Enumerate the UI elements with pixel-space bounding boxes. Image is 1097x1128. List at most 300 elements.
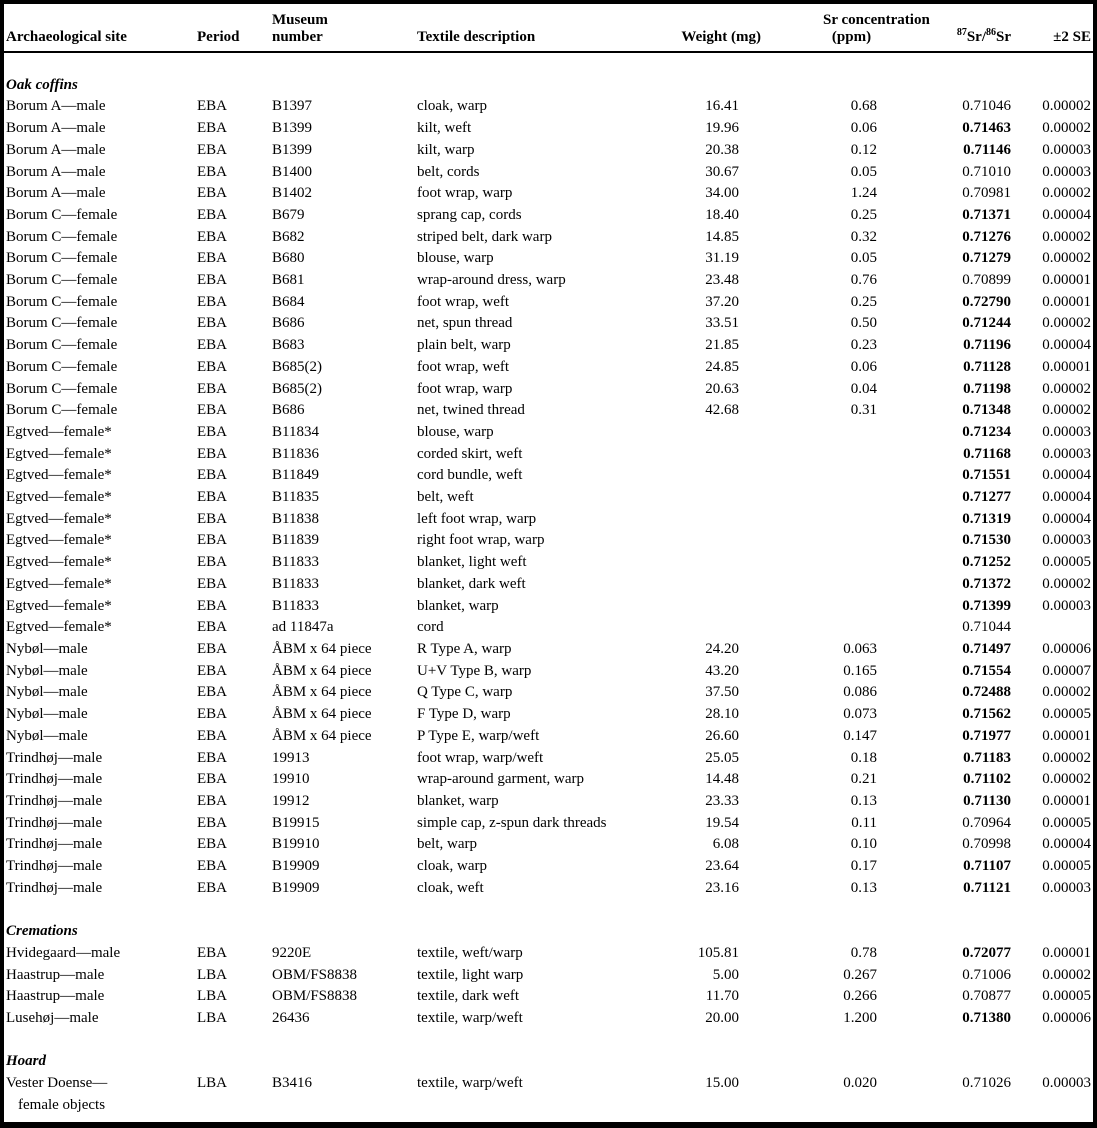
site-cell [4, 791, 197, 813]
period-cell: EBA [197, 489, 227, 506]
textile-description-cell: striped belt, dark warp [417, 228, 552, 245]
se-cell: 0.00005 [1042, 988, 1091, 1005]
site-name: Borum C—female [6, 228, 118, 245]
sr-concentration-cell: 0.31 [850, 402, 877, 419]
site-name: Trindhøj—male [6, 771, 103, 788]
period-cell: LBA [197, 1075, 227, 1092]
weight-cell: 105.81 [697, 944, 739, 961]
se-cell: 0.00001 [1042, 358, 1091, 375]
weight-cell [675, 596, 765, 618]
period-cell: EBA [197, 402, 227, 419]
site-cell [4, 335, 197, 357]
sr-ratio-cell: 0.71102 [963, 771, 1011, 788]
column-header-archaeological-site: Archaeological site [4, 4, 197, 52]
se-cell: 0.00003 [1042, 163, 1091, 180]
sr-concentration-cell [765, 574, 880, 596]
textile-description-cell: cloak, weft [417, 879, 484, 896]
row-spacer [4, 899, 1093, 921]
table-row [4, 96, 1093, 118]
site-name: Nybøl—male [6, 640, 88, 657]
se-cell: 0.00002 [1042, 185, 1091, 202]
period-cell: EBA [197, 185, 227, 202]
textile-description-cell: kilt, weft [417, 120, 472, 137]
textile-description-cell: P Type E, warp/weft [417, 727, 540, 744]
museum-header-line1: Museum [272, 12, 328, 28]
site-name: Borum A—male [6, 185, 106, 202]
se-cell: 0.00002 [1042, 380, 1091, 397]
se-cell: 0.00004 [1042, 489, 1091, 506]
ratio-superscript-87: 87 [956, 27, 967, 38]
site-cell [4, 227, 197, 249]
site-name: Trindhøj—male [6, 858, 103, 875]
site-name: Borum A—male [6, 141, 106, 158]
sr-ratio-cell: 0.71530 [962, 532, 1011, 549]
museum-header-line2: number [272, 29, 323, 45]
museum-number-cell: B684 [272, 293, 305, 310]
textile-description-cell: simple cap, z-spun dark threads [417, 814, 607, 831]
period-cell: EBA [197, 380, 227, 397]
sr-concentration-cell: 0.76 [850, 272, 877, 289]
sr-ratio-cell: 0.71371 [962, 206, 1011, 223]
museum-number-cell: B686 [272, 402, 305, 419]
museum-number-cell: ad 11847a [272, 619, 334, 636]
site-cell [4, 313, 197, 335]
sr-concentration-cell [765, 552, 880, 574]
se-cell: 0.00003 [1042, 423, 1091, 440]
sr-concentration-cell: 0.23 [850, 337, 877, 354]
textile-description-cell: cloak, warp [417, 858, 487, 875]
se-cell: 0.00003 [1042, 141, 1091, 158]
weight-cell: 16.41 [705, 98, 739, 115]
site-cell [4, 379, 197, 401]
textile-description-cell: blanket, warp [417, 792, 499, 809]
table-row [4, 422, 1093, 444]
period-cell: EBA [197, 771, 227, 788]
weight-cell: 23.64 [705, 858, 739, 875]
site-cell [4, 943, 197, 965]
textile-description-cell: belt, warp [417, 836, 477, 853]
textile-description-cell: kilt, warp [417, 141, 475, 158]
period-cell: EBA [197, 640, 227, 657]
table-row [4, 574, 1093, 596]
site-name: Haastrup—male [6, 988, 105, 1005]
site-cell [4, 183, 197, 205]
period-cell: EBA [197, 792, 227, 809]
section-title: Cremations [6, 923, 78, 940]
weight-cell: 23.48 [705, 272, 739, 289]
se-cell: 0.00005 [1042, 858, 1091, 875]
site-name: Egtved—female* [6, 489, 112, 506]
spacer-cell [4, 52, 1093, 75]
table-row [4, 248, 1093, 270]
sr-ratio-cell: 0.71562 [962, 706, 1011, 723]
table-row [4, 813, 1093, 835]
table-body [4, 52, 1093, 1116]
site-cell [4, 270, 197, 292]
sr-concentration-cell: 0.266 [843, 988, 877, 1005]
se-cell: 0.00002 [1042, 315, 1091, 332]
se-cell: 0.00001 [1042, 727, 1091, 744]
column-header-weight: Weight (mg) [675, 4, 765, 52]
sr-ratio-cell: 0.71130 [963, 792, 1011, 809]
ratio-text-sr: Sr/ [966, 29, 986, 45]
section-title: Oak coffins [6, 76, 78, 93]
sr-concentration-cell: 0.18 [850, 749, 877, 766]
period-cell: EBA [197, 727, 227, 744]
site-name: Egtved—female* [6, 467, 112, 484]
weight-cell [675, 422, 765, 444]
site-cell [4, 617, 197, 639]
site-cell [4, 530, 197, 552]
table-row [4, 313, 1093, 335]
weight-cell: 34.00 [705, 185, 739, 202]
period-cell: EBA [197, 662, 227, 679]
period-cell: LBA [197, 988, 227, 1005]
site-name: Nybøl—male [6, 662, 88, 679]
sr-ratio-cell: 0.71276 [962, 228, 1011, 245]
textile-description-cell: F Type D, warp [417, 706, 511, 723]
se-cell: 0.00002 [1042, 98, 1091, 115]
weight-cell: 31.19 [705, 250, 739, 267]
period-cell: EBA [197, 944, 227, 961]
site-name: Trindhøj—male [6, 814, 103, 831]
site-cell [4, 162, 197, 184]
table-row [4, 769, 1093, 791]
column-header-textile-description: Textile description [417, 4, 675, 52]
se-cell: 0.00002 [1042, 684, 1091, 701]
site-name: Borum A—male [6, 163, 106, 180]
se-cell: 0.00001 [1042, 792, 1091, 809]
section-title: Hoard [6, 1053, 47, 1070]
sr-concentration-cell: 0.12 [850, 141, 877, 158]
table-row [4, 292, 1093, 314]
site-name: Trindhøj—male [6, 836, 103, 853]
textile-description-cell: blanket, warp [417, 597, 499, 614]
table-row [4, 596, 1093, 618]
site-name: Egtved—female* [6, 532, 112, 549]
museum-number-cell: B11849 [272, 467, 319, 484]
period-cell: EBA [197, 749, 227, 766]
period-cell: LBA [197, 1009, 227, 1026]
textile-description-cell: blanket, dark weft [417, 575, 526, 592]
sr-ratio-cell: 0.71146 [963, 141, 1011, 158]
se-cell: 0.00004 [1042, 206, 1091, 223]
site-cell [4, 400, 197, 422]
period-cell: EBA [197, 293, 227, 310]
site-cell [4, 965, 197, 987]
site-cell [4, 509, 197, 531]
se-cell: 0.00002 [1042, 250, 1091, 267]
se-cell: 0.00004 [1042, 467, 1091, 484]
sr-concentration-cell: 0.10 [850, 836, 877, 853]
weight-cell: 23.33 [705, 792, 739, 809]
museum-number-cell: B11838 [272, 510, 319, 527]
museum-number-cell: 19910 [272, 771, 310, 788]
sr-ratio-cell: 0.71463 [962, 120, 1011, 137]
site-cell [4, 682, 197, 704]
table-row [4, 118, 1093, 140]
sr-ratio-cell: 0.71399 [962, 597, 1011, 614]
table-row [4, 227, 1093, 249]
weight-cell [675, 444, 765, 466]
site-cell [4, 1008, 197, 1030]
site-name: Borum A—male [6, 98, 106, 115]
sr-ratio-cell: 0.71044 [962, 619, 1011, 636]
museum-number-cell: B685(2) [272, 380, 322, 397]
period-cell: EBA [197, 337, 227, 354]
sr-ratio-cell: 0.71551 [962, 467, 1011, 484]
site-cell [4, 834, 197, 856]
period-cell: EBA [197, 554, 227, 571]
site-name: Egtved—female* [6, 510, 112, 527]
site-cell [4, 856, 197, 878]
sr-concentration-cell: 0.50 [850, 315, 877, 332]
table-row [4, 379, 1093, 401]
textile-description-cell: textile, warp/weft [417, 1009, 523, 1026]
sr-ratio-cell: 0.71977 [962, 727, 1011, 744]
sr-concentration-cell: 0.165 [843, 662, 877, 679]
museum-number-cell: B11835 [272, 489, 319, 506]
museum-number-cell: B1399 [272, 120, 313, 137]
se-cell: 0.00001 [1042, 944, 1091, 961]
table-row [4, 270, 1093, 292]
period-cell: EBA [197, 98, 227, 115]
textile-description-cell: net, spun thread [417, 315, 513, 332]
sr-concentration-cell [765, 444, 880, 466]
period-cell: EBA [197, 619, 227, 636]
period-cell: EBA [197, 597, 227, 614]
sr-concentration-cell [765, 422, 880, 444]
textile-description-cell: textile, warp/weft [417, 1075, 523, 1092]
sr-concentration-cell: 0.267 [843, 966, 877, 983]
table-row [4, 552, 1093, 574]
table-row [4, 509, 1093, 531]
sr-ratio-cell: 0.71196 [963, 337, 1011, 354]
sr-concentration-cell: 0.05 [850, 163, 877, 180]
sr-concentration-cell: 0.25 [850, 206, 877, 223]
weight-cell [675, 465, 765, 487]
table-row [4, 704, 1093, 726]
sr-ratio-cell: 0.71277 [962, 489, 1011, 506]
textile-description-cell: right foot wrap, warp [417, 532, 545, 549]
site-name: Egtved—female* [6, 619, 112, 636]
sr-concentration-cell: 1.24 [850, 185, 877, 202]
table-row [4, 530, 1093, 552]
museum-number-cell: 26436 [272, 1009, 310, 1026]
sr-concentration-cell [765, 487, 880, 509]
weight-cell: 43.20 [705, 662, 739, 679]
se-cell: 0.00005 [1042, 554, 1091, 571]
section-title-row [4, 1051, 1093, 1073]
site-cell [4, 552, 197, 574]
site-cell [4, 596, 197, 618]
table-row [4, 617, 1093, 639]
museum-number-cell: B1397 [272, 98, 313, 115]
sr-ratio-cell: 0.71046 [962, 98, 1011, 115]
museum-number-cell: 9220E [272, 944, 312, 961]
table-row [4, 205, 1093, 227]
museum-number-cell: ÅBM x 64 piece [272, 706, 372, 723]
weight-cell: 20.38 [705, 141, 739, 158]
column-header-museum-number [272, 4, 417, 52]
site-cell [4, 422, 197, 444]
site-cell [4, 248, 197, 270]
museum-number-cell: B11836 [272, 445, 319, 462]
weight-cell: 37.50 [705, 684, 739, 701]
site-cell [4, 205, 197, 227]
se-cell: 0.00002 [1042, 966, 1091, 983]
table-row [4, 444, 1093, 466]
strontium-isotope-table [4, 4, 1093, 1116]
museum-number-cell: 19912 [272, 792, 310, 809]
sr-concentration-cell [765, 509, 880, 531]
se-cell: 0.00002 [1042, 120, 1091, 137]
sr-concentration-cell [765, 617, 880, 639]
site-name: Borum C—female [6, 402, 118, 419]
museum-number-cell: B19915 [272, 814, 320, 831]
sr-ratio-cell: 0.71010 [962, 163, 1011, 180]
textile-description-cell: textile, weft/warp [417, 944, 523, 961]
museum-number-cell: B686 [272, 315, 305, 332]
weight-cell: 24.20 [705, 640, 739, 657]
site-name: Vester Doense— [6, 1075, 108, 1092]
sr-ratio-cell: 0.70899 [962, 272, 1011, 289]
se-cell: 0.00002 [1042, 402, 1091, 419]
museum-number-cell: ÅBM x 64 piece [272, 640, 372, 657]
sr-ratio-cell: 0.72790 [962, 293, 1011, 310]
site-cell [4, 444, 197, 466]
sr-concentration-cell [765, 465, 880, 487]
sr-ratio-cell: 0.70998 [962, 836, 1011, 853]
table-row [4, 1008, 1093, 1030]
weight-cell [675, 487, 765, 509]
site-cell [4, 748, 197, 770]
sr-concentration-cell: 1.200 [843, 1009, 877, 1026]
se-cell: 0.00001 [1042, 272, 1091, 289]
period-cell: EBA [197, 814, 227, 831]
column-header-sr-concentration [765, 4, 930, 52]
se-cell: 0.00002 [1042, 575, 1091, 592]
table-row [4, 748, 1093, 770]
site-name: Borum C—female [6, 272, 118, 289]
sr-concentration-cell: 0.11 [851, 814, 877, 831]
period-cell: EBA [197, 423, 227, 440]
textile-description-cell: U+V Type B, warp [417, 662, 532, 679]
table-row [4, 682, 1093, 704]
table-row [4, 487, 1093, 509]
se-cell: 0.00003 [1042, 879, 1091, 896]
period-cell: EBA [197, 879, 227, 896]
weight-cell: 25.05 [705, 749, 739, 766]
textile-description-cell: blouse, warp [417, 250, 494, 267]
sr-ratio-cell: 0.71121 [963, 879, 1011, 896]
sr-concentration-cell: 0.13 [850, 792, 877, 809]
textile-description-cell: cord bundle, weft [417, 467, 523, 484]
museum-number-cell: ÅBM x 64 piece [272, 662, 372, 679]
se-cell [1013, 617, 1093, 639]
period-cell: EBA [197, 228, 227, 245]
weight-cell [675, 530, 765, 552]
table-row [4, 639, 1093, 661]
museum-number-cell: B1400 [272, 163, 313, 180]
museum-number-cell: B683 [272, 337, 305, 354]
museum-number-cell: B1399 [272, 141, 313, 158]
sr-concentration-cell: 0.32 [850, 228, 877, 245]
weight-cell: 20.63 [705, 380, 739, 397]
weight-cell: 28.10 [705, 706, 739, 723]
period-cell: EBA [197, 250, 227, 267]
se-cell: 0.00003 [1042, 1075, 1091, 1092]
weight-cell: 14.48 [705, 771, 739, 788]
table-header [4, 4, 1093, 52]
site-name: Nybøl—male [6, 706, 88, 723]
se-cell: 0.00005 [1042, 814, 1091, 831]
period-cell: EBA [197, 206, 227, 223]
table-row [4, 965, 1093, 987]
sr-concentration-cell: 0.78 [850, 944, 877, 961]
period-cell: EBA [197, 163, 227, 180]
sr-ratio-cell: 0.71168 [963, 445, 1011, 462]
sr-ratio-cell: 0.71279 [962, 250, 1011, 267]
site-cell [4, 726, 197, 748]
sr-concentration-cell: 0.21 [850, 771, 877, 788]
table-row [4, 1073, 1093, 1116]
site-cell [4, 704, 197, 726]
sr-concentration-cell: 0.073 [843, 706, 877, 723]
weight-cell: 14.85 [705, 228, 739, 245]
textile-description-cell: foot wrap, weft [417, 293, 510, 310]
table-row [4, 943, 1093, 965]
weight-cell: 21.85 [705, 337, 739, 354]
sr-ratio-cell: 0.70964 [962, 814, 1011, 831]
period-cell: EBA [197, 706, 227, 723]
site-cell [4, 1073, 197, 1116]
site-cell [4, 813, 197, 835]
se-cell: 0.00007 [1042, 662, 1091, 679]
weight-cell: 42.68 [705, 402, 739, 419]
weight-cell: 5.00 [712, 966, 739, 983]
table-row [4, 791, 1093, 813]
se-cell: 0.00003 [1042, 532, 1091, 549]
row-spacer [4, 1030, 1093, 1052]
textile-description-cell: cord [417, 619, 444, 636]
table-row [4, 400, 1093, 422]
museum-number-cell: OBM/FS8838 [272, 966, 358, 983]
sr-concentration-cell: 0.020 [843, 1075, 877, 1092]
museum-number-cell: B19909 [272, 879, 320, 896]
sr-concentration-cell: 0.05 [850, 250, 877, 267]
period-cell: LBA [197, 966, 227, 983]
ratio-superscript-86: 86 [986, 27, 996, 38]
museum-number-cell: B19910 [272, 836, 320, 853]
weight-cell: 19.96 [705, 120, 739, 137]
textile-description-cell: cloak, warp [417, 98, 487, 115]
textile-description-cell: foot wrap, warp [417, 380, 513, 397]
site-cell [4, 292, 197, 314]
site-name: Borum A—male [6, 120, 106, 137]
sr-concentration-cell: 0.25 [850, 293, 877, 310]
textile-description-cell: plain belt, warp [417, 337, 511, 354]
period-cell: EBA [197, 836, 227, 853]
spacer-cell [4, 1030, 1093, 1052]
textile-description-cell: corded skirt, weft [417, 445, 523, 462]
period-cell: EBA [197, 858, 227, 875]
textile-description-cell: blanket, light weft [417, 554, 527, 571]
sr-concentration-cell: 0.17 [850, 858, 877, 875]
sr-ratio-cell: 0.70877 [962, 988, 1011, 1005]
weight-cell [675, 509, 765, 531]
table-row [4, 726, 1093, 748]
